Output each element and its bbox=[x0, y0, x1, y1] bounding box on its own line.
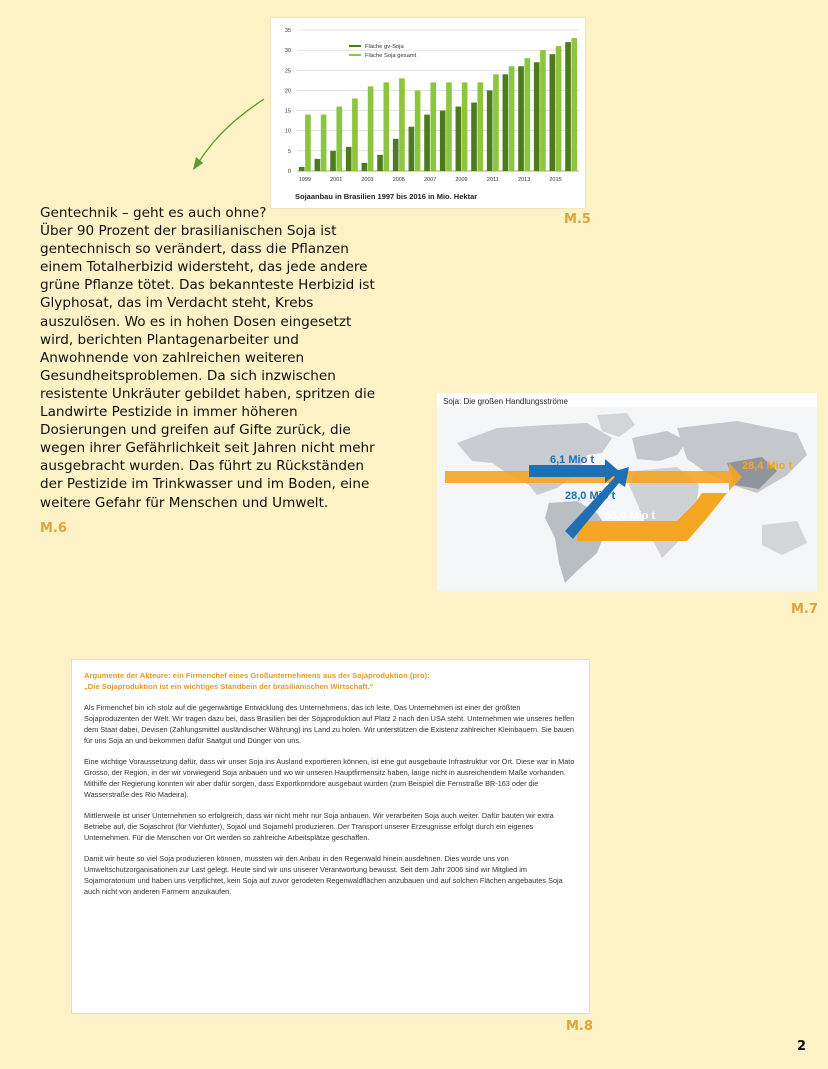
bar-gv-soja bbox=[346, 147, 352, 171]
y-tick-label: 20 bbox=[284, 88, 291, 95]
label-m7: M.7 bbox=[791, 602, 818, 617]
curved-arrow-icon bbox=[190, 95, 270, 175]
bar-soja-gesamt bbox=[571, 38, 577, 171]
bar-soja-gesamt bbox=[556, 46, 562, 171]
y-tick-label: 5 bbox=[287, 148, 291, 155]
bar-soja-gesamt bbox=[446, 82, 452, 171]
bar-gv-soja bbox=[503, 74, 509, 171]
bar-soja-gesamt bbox=[493, 74, 499, 171]
bar-soja-gesamt bbox=[383, 82, 389, 171]
argument-paragraph-2: Eine wichtige Voraussetzung dafür, dass wir unser Soja ins Ausland exportieren können, ist eine gut ausgebaute Infrastruktur vor Ort. Diese war in Mato Grosso, der Region, in der wir vorwiegend Soja anbauen und wo wir unseren Hauptfirmensitz haben, lange nicht in ausreichendem Maße vorhanden. Mithilfe der Regierung konnten wir aber dafür sorgen, dass Exportkorridore ausgebaut wurden (zum Beispiel die Fernstraße BR-163 oder die Wasserstraße des Rio Madeira). bbox=[84, 757, 575, 799]
x-tick-label: 2011 bbox=[486, 177, 499, 183]
bar-gv-soja bbox=[518, 66, 524, 171]
x-tick-label: 2005 bbox=[392, 177, 405, 183]
text-heading: Gentechnik – geht es auch ohne? bbox=[40, 205, 267, 221]
x-tick-label: 2007 bbox=[424, 177, 437, 183]
bar-gv-soja bbox=[550, 54, 556, 171]
argument-heading bbox=[84, 670, 577, 692]
bar-gv-soja bbox=[565, 42, 571, 171]
argument-paragraph-4: Damit wir heute so viel Soja produzieren können, mussten wir den Anbau in den Regenwald hinein ausdehnen. Dies wurde uns von Umweltschutzorganisationen zur Last gelegt. Heute sind wir uns unserer Verantwortung bewusst. Seit dem Jahr 2006 sind wir Mitglied im Sojamoratorium und haben uns verpflichtet, kein Soja auf zuvor gerodeten Regenwaldflächen anzubauen und auf solchen Flächen angebautes Soja auch nicht von anderen Farmern anzukaufen. bbox=[84, 854, 563, 896]
bar-soja-gesamt bbox=[352, 98, 358, 171]
y-tick-label: 10 bbox=[284, 128, 291, 135]
flow-label-280: 28,0 Mio t bbox=[565, 490, 616, 502]
label-m5: M.5 bbox=[564, 212, 591, 227]
world-map bbox=[437, 393, 817, 591]
bar-soja-gesamt bbox=[509, 66, 515, 171]
bar-soja-gesamt bbox=[336, 107, 342, 171]
bar-soja-gesamt bbox=[524, 58, 530, 171]
x-tick-label: 2015 bbox=[549, 177, 562, 183]
y-tick-label: 15 bbox=[284, 108, 291, 115]
bar-gv-soja bbox=[456, 107, 462, 171]
bar-soja-gesamt bbox=[477, 82, 483, 171]
bar-soja-gesamt bbox=[430, 82, 436, 171]
x-tick-label: 2009 bbox=[455, 177, 468, 183]
argument-heading-2: „Die Sojaproduktion ist ein wichtiges Standbein der brasilianischen Wirtschaft.“ bbox=[84, 682, 374, 691]
bar-soja-gesamt bbox=[540, 50, 546, 171]
chart-title: Sojaanbau in Brasilien 1997 bis 2016 in Mio. Hektar bbox=[295, 192, 478, 201]
bar-gv-soja bbox=[534, 62, 540, 171]
page-number: 2 bbox=[797, 1039, 807, 1054]
y-tick-label: 25 bbox=[284, 68, 291, 75]
bar-gv-soja bbox=[330, 151, 336, 171]
bar-gv-soja bbox=[424, 115, 430, 171]
bar-gv-soja bbox=[393, 139, 399, 171]
x-tick-label: 1999 bbox=[298, 177, 311, 183]
bar-gv-soja bbox=[487, 90, 493, 171]
soy-area-chart bbox=[271, 18, 585, 208]
flow-label-284: 28,4 Mio t bbox=[742, 460, 793, 472]
bar-soja-gesamt bbox=[415, 90, 421, 171]
label-m6: M.6 bbox=[40, 521, 67, 536]
x-tick-label: 2001 bbox=[330, 177, 343, 183]
argument-paragraph-3: Mittlerweile ist unser Unternehmen so erfolgreich, dass wir nicht mehr nur Soja anbauen. Wir verarbeiten Soja auch weiter. Dafür bauten wir extra Betriebe auf, die Sojaschrot (für Viehfutter), Sojaöl und Sojamehl produzieren. Der Transport unserer Erzeugnisse erfolgt durch ein eigenes Unternehmen. Für die Menschen vor Ort werden so zahlreiche Arbeitsplätze geschaffen. bbox=[84, 811, 554, 842]
bar-gv-soja bbox=[362, 163, 368, 171]
bar-soja-gesamt bbox=[321, 115, 327, 171]
bar-soja-gesamt bbox=[368, 86, 374, 171]
bar-gv-soja bbox=[315, 159, 321, 171]
bar-gv-soja bbox=[377, 155, 383, 171]
x-tick-label: 2003 bbox=[361, 177, 374, 183]
chart-plot bbox=[271, 18, 585, 208]
label-m8: M.8 bbox=[566, 1019, 593, 1034]
x-tick-label: 2013 bbox=[518, 177, 531, 183]
bar-gv-soja bbox=[471, 103, 477, 171]
bar-soja-gesamt bbox=[462, 82, 468, 171]
bar-soja-gesamt bbox=[399, 78, 405, 171]
argument-box bbox=[71, 659, 590, 1014]
y-tick-label: 35 bbox=[284, 28, 291, 34]
bar-soja-gesamt bbox=[305, 115, 311, 171]
flow-label-61: 6,1 Mio t bbox=[550, 454, 595, 466]
text-body: Über 90 Prozent der brasilianischen Soja ist gentechnisch so verändert, dass die Pflanzen einem Totalherbizid widersteht, das jede andere grüne Pflanze tötet. Das bekannteste Herbizid ist Glyphosat, das im Verdacht steht, Krebs auszulösen. Wo es in hohen Dosen eingesetzt wird, berichten Plantagenarbeiter und Anwohnende von zahlreichen weiteren Gesundheitsproblemen. Da sich inzwischen resistente Unkräuter gebildet haben, spritzen die Landwirte Pestizide in immer höheren Dosierungen und greifen auf Gifte zurück, die wegen ihrer Gefährlichkeit seit Jahren nicht mehr ausgebracht wurden. Das führt zu Rückständen der Pestizide im Trinkwasser und im Boden, eine weitere Gefahr für Menschen und Umwelt. bbox=[40, 223, 376, 511]
legend-entry: Fläche gv-Soja bbox=[365, 44, 404, 50]
trade-flow-map bbox=[437, 393, 817, 591]
y-tick-label: 0 bbox=[287, 169, 291, 175]
map-title: Soja: Die großen Handlungsströme bbox=[443, 397, 568, 406]
y-tick-label: 30 bbox=[284, 48, 291, 55]
gentechnik-text bbox=[40, 204, 380, 512]
flow-label-530: 53,0 Mio t bbox=[605, 510, 656, 522]
bar-gv-soja bbox=[440, 111, 446, 171]
legend-entry: Fläche Soja gesamt bbox=[365, 53, 417, 59]
bar-gv-soja bbox=[409, 127, 415, 171]
bar-gv-soja bbox=[299, 167, 305, 171]
argument-paragraph-1: Als Firmenchef bin ich stolz auf die gegenwärtige Entwicklung des Unternehmens, das ich leite. Das Unternehmen ist einer der größten Sojaproduzenten der Welt. Wir tragen dazu bei, dass Brasilien bei der Sojaproduktion auf Platz 2 nach den USA steht. Unternehmen wie unseres helfen dem Staat dabei, Devisen (Zahlungsmittel ausländischer Währung) ins Land zu holen. Wir unterstützen die Existenz zahlreicher Kleinbauern. Sie bauen für uns Soja an und bekommen dafür Saatgut und Dünger von uns. bbox=[84, 703, 575, 745]
argument-heading-1: Argumente der Akteure: ein Firmenchef eines Großunternehmens aus der Sojaproduktion (pro): bbox=[84, 671, 430, 680]
